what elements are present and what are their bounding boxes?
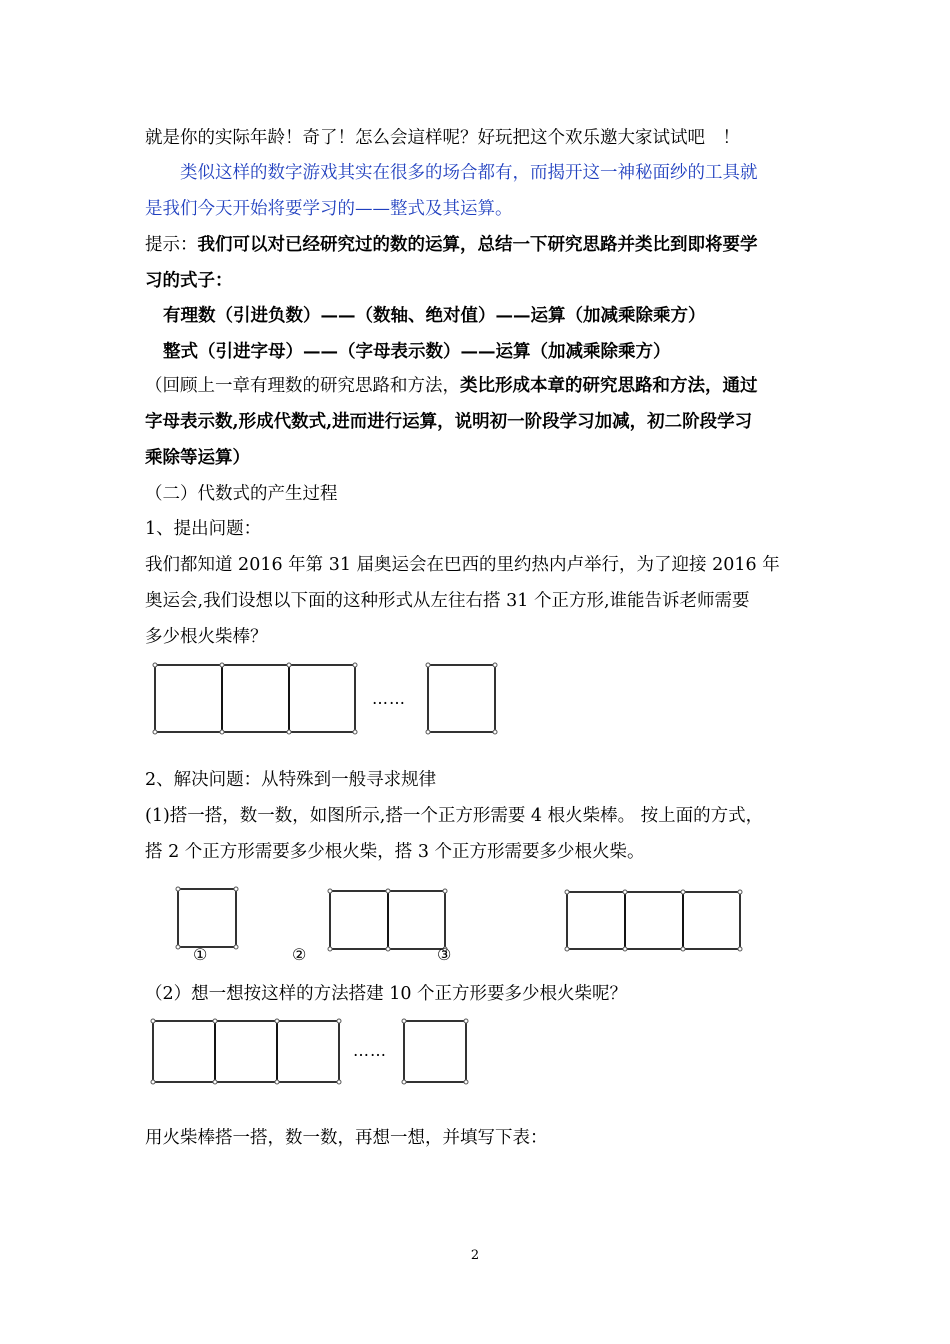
rational-number-outline: 有理数（引进负数）——（数轴、绝对值）——运算（加减乘除乘方） [163,306,706,326]
review-line3: 乘除等运算） [145,448,250,468]
question1-line2: 奥运会,我们设想以下面的这种形式从左往右搭 31 个正方形,谁能告诉老师需要 [145,591,750,611]
review-bold-text: 类比形成本章的研究思路和方法，通过 [460,376,758,396]
polynomial-outline: 整式（引进字母）——（字母表示数）——运算（加减乘除乘方） [163,342,671,362]
table-instruction: 用火柴棒搭一搭，数一数，再想一想，并填写下表： [145,1128,548,1148]
review-line2: 字母表示数,形成代数式,进而进行运算，说明初一阶段学习加减，初二阶段学习 [145,412,753,432]
review-normal-text: （回顾上一章有理数的研究思路和方法， [145,376,460,396]
hint-line2: 习的式子： [145,271,233,291]
question2-title: 2、解决问题：从特殊到一般寻求规律 [145,770,437,790]
figure3-ellipsis: …… [353,1041,387,1060]
hint-text: 我们可以对已经研究过的数的运算，总结一下研究思路并类比到即将要学 [197,235,758,255]
question2-part2: （2）想一想按这样的方法搭建 10 个正方形要多少根火柴呢？ [145,984,628,1004]
question1-title: 1、提出问题： [145,519,262,539]
question2-part1-line1: (1)搭一搭，数一数，如图所示,搭一个正方形需要 4 根火柴棒。 按上面的方式， [145,806,764,826]
figure3-squares [151,1019,468,1084]
figure2-label-3: ③ [437,945,452,964]
question1-line1: 我们都知道 2016 年第 31 届奥运会在巴西的里约热内卢举行，为了迎接 2016 年 [145,555,780,575]
question2-part1-line2: 搭 2 个正方形需要多少根火柴，搭 3 个正方形需要多少根火柴。 [145,842,645,862]
section-heading-two: （二）代数式的产生过程 [145,484,338,504]
page-number: 2 [470,1248,480,1263]
figure1-ellipsis: …… [372,689,406,708]
question1-line3: 多少根火柴棒？ [145,627,268,647]
figure2-label-2: ② [292,945,307,964]
hint-label: 提示： [145,235,198,255]
paragraph-age-result: 就是你的实际年龄！奇了！怎么会這样呢？好玩把这个欢乐邀大家试试吧 ！ [145,128,740,148]
figure2-label-1: ① [193,945,208,964]
paragraph-intro-line2: 是我们今天开始将要学习的——整式及其运算。 [145,199,513,219]
paragraph-intro-line1: 类似这样的数字游戏其实在很多的场合都有，而揭开这一神秘面纱的工具就 [180,163,758,183]
